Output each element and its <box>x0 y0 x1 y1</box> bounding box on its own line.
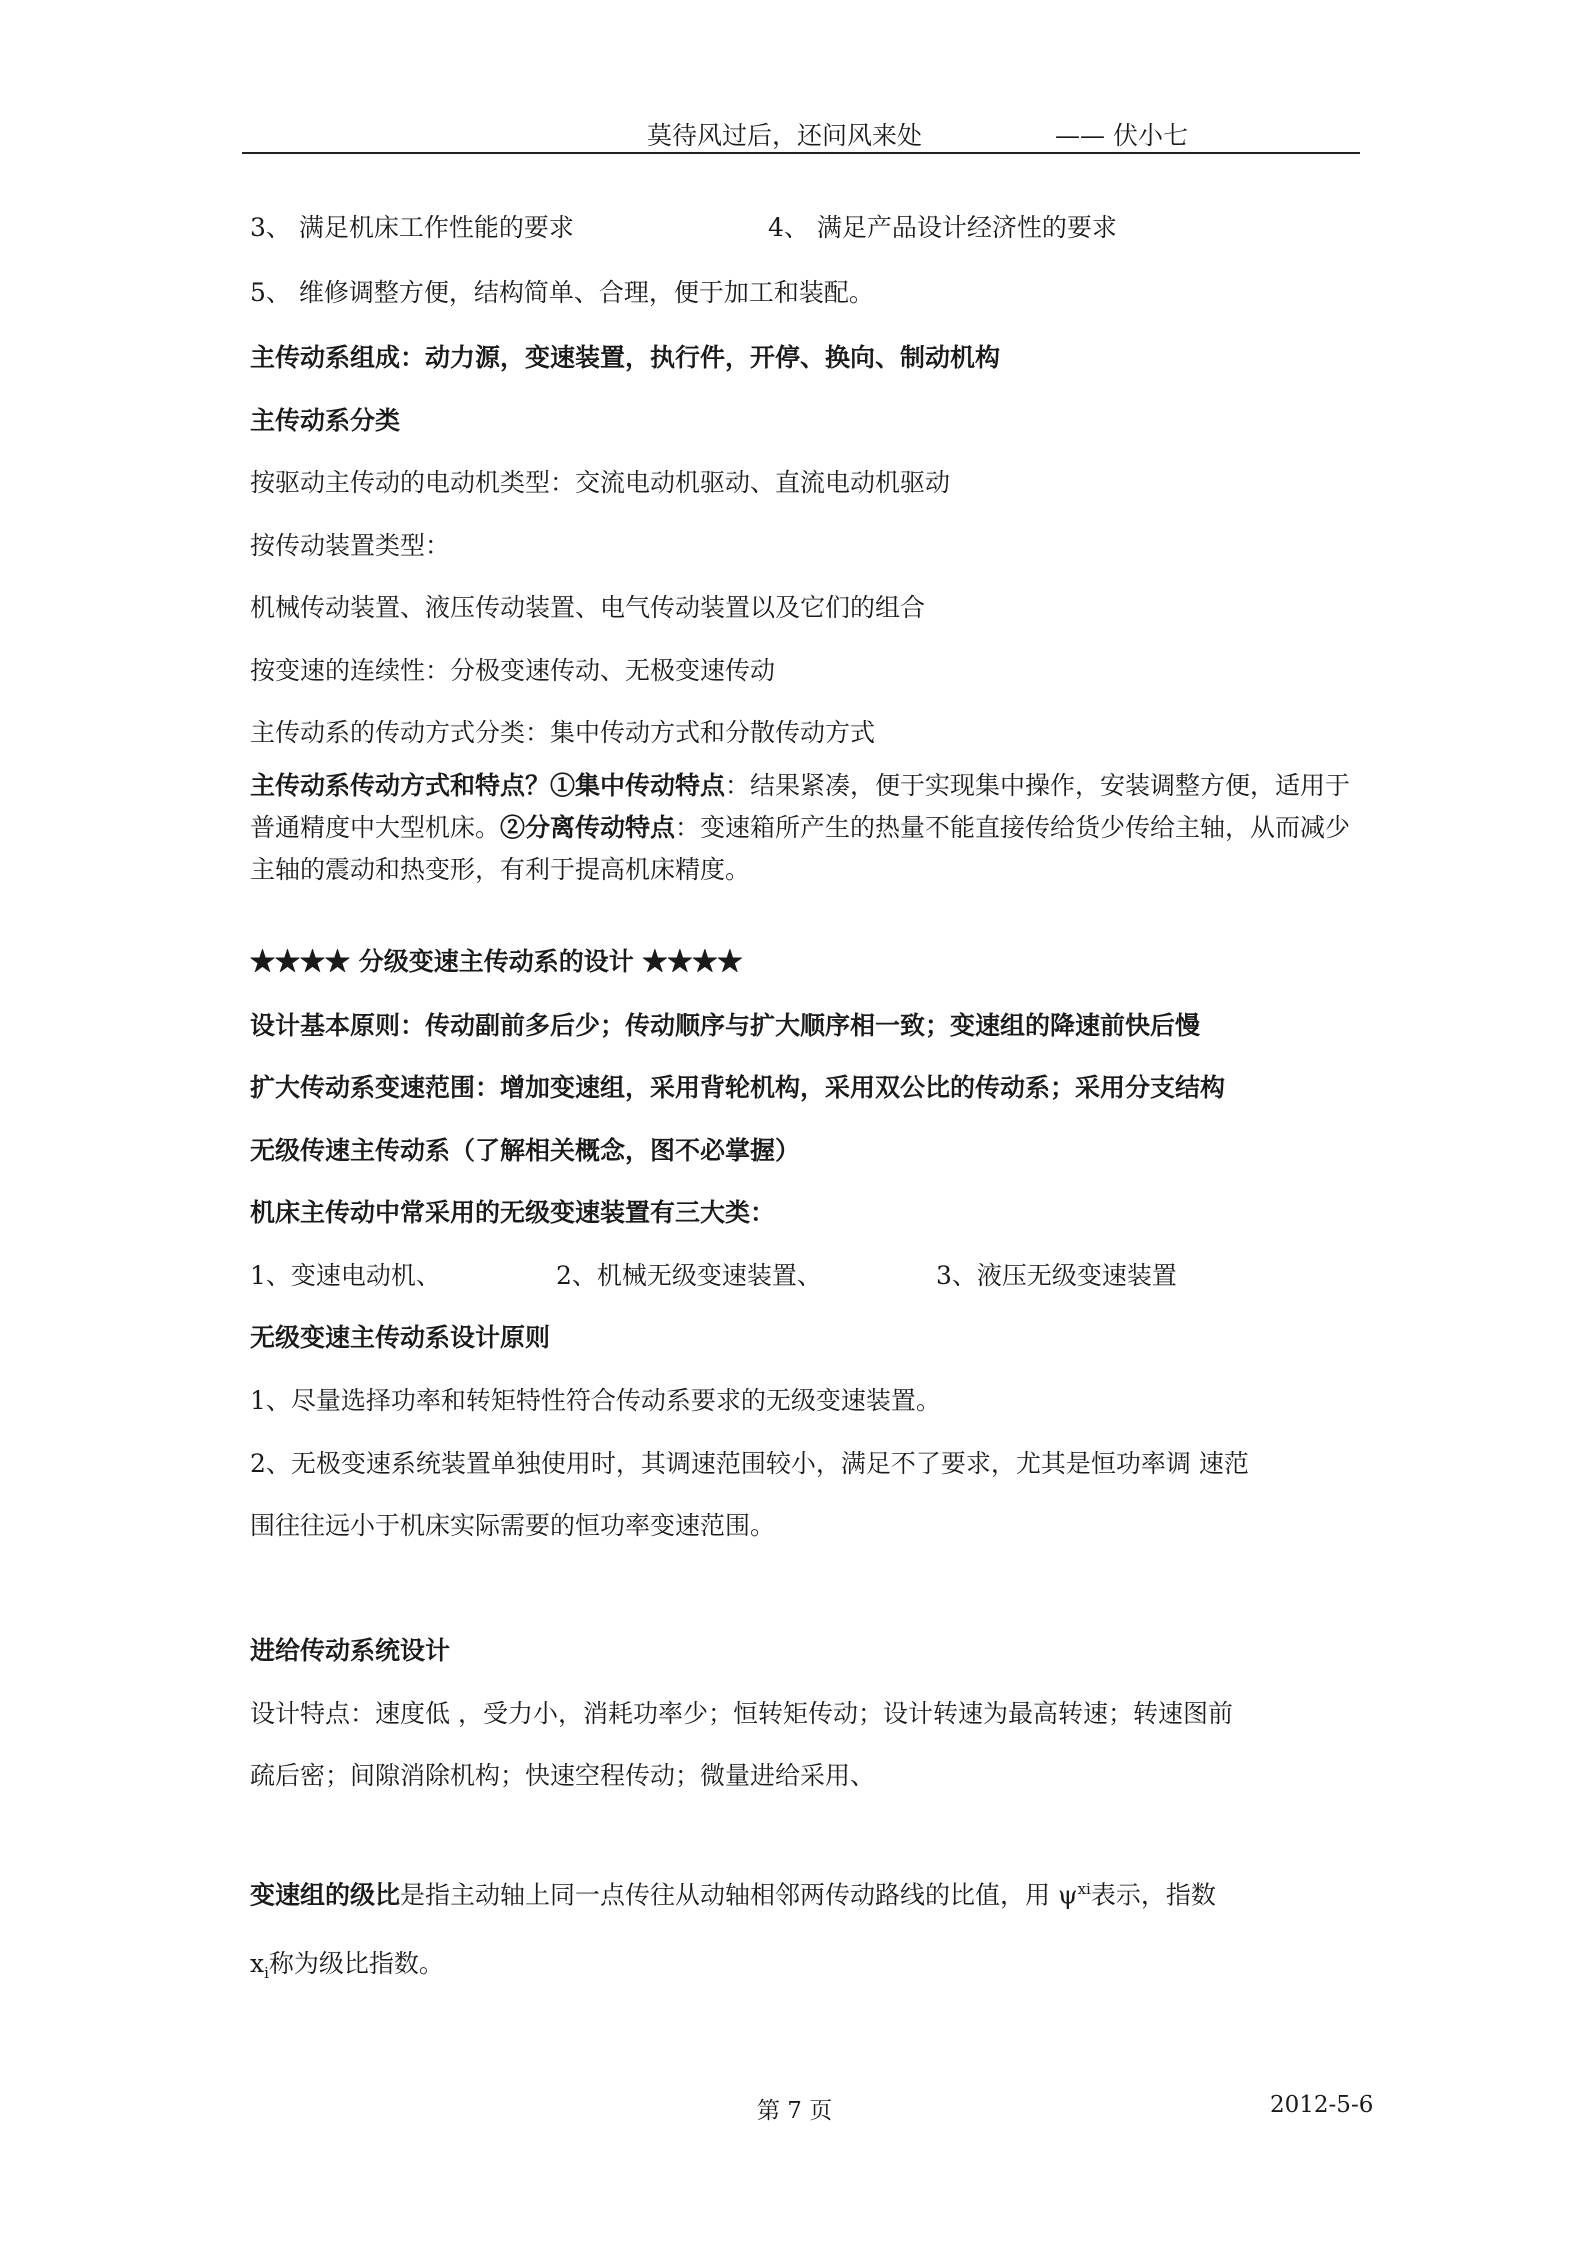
requirement-4: 4、 满足产品设计经济性的要求 <box>768 213 1117 242</box>
modes-answer-1: ：结果紧凑，便于实现集中操作，安装调整方便，适用于普通精度中大型机床。 <box>250 771 1351 842</box>
ratio-definition <box>250 1869 1216 1915</box>
stepless-principle-2b: 围往往远小于机床实际需要的恒功率变速范围。 <box>250 1511 776 1540</box>
modes-answer-2: ：变速箱所产生的热量不能直接传给货少传给主轴，从而减少主轴的震动和热变形，有利于提高机床精度。 <box>250 813 1351 884</box>
class-speed: 按变速的连续性：分极变速传动、无极变速传动 <box>250 656 776 685</box>
ratio-subscript: i <box>264 1964 269 1982</box>
requirement-3: 3、 满足机床工作性能的要求 <box>250 213 574 242</box>
type-3: 3、液压无级变速装置 <box>936 1261 1177 1290</box>
ratio-text-1: 是指主动轴上同一点传往从动轴相邻两传动路线的比值，用 ψ <box>400 1880 1078 1910</box>
type-1: 1、变速电动机、 <box>250 1261 441 1290</box>
feed-heading: 进给传动系统设计 <box>250 1636 451 1665</box>
class-motor: 按驱动主传动的电动机类型：交流电动机驱动、直流电动机驱动 <box>250 468 951 497</box>
ratio-text-2: 表示，指数 <box>1090 1880 1216 1910</box>
modes-question: 主传动系传动方式和特点？①集中传动特点 <box>250 771 726 800</box>
ratio-superscript: xi <box>1077 1880 1091 1898</box>
stepless-principle-1: 1、尽量选择功率和转矩特性符合传动系要求的无级变速装置。 <box>250 1386 941 1415</box>
stepless-types-heading: 机床主传动中常采用的无级变速装置有三大类： <box>250 1198 776 1227</box>
header-author: —— 伏小七 <box>1055 121 1188 150</box>
stepless-heading: 无级传速主传动系（了解相关概念，图不必掌握） <box>250 1136 801 1165</box>
composition-heading: 主传动系组成：动力源，变速装置，执行件，开停、换向、制动机构 <box>250 343 1001 372</box>
section-title: ★★★★ 分级变速主传动系的设计 ★★★★ <box>250 947 743 976</box>
type-2: 2、机械无级变速装置、 <box>556 1261 822 1290</box>
requirement-5: 5、 维修调整方便，结构简单、合理，便于加工和装配。 <box>250 278 874 307</box>
ratio-x: x <box>250 1949 265 1978</box>
requirement-row <box>250 208 1117 248</box>
page-header <box>242 112 1360 154</box>
classification-heading: 主传动系分类 <box>250 406 401 435</box>
expand-range: 扩大传动系变速范围：增加变速组，采用背轮机构，采用双公比的传动系；采用分支结构 <box>250 1073 1226 1102</box>
mode-classification: 主传动系的传动方式分类：集中传动方式和分散传动方式 <box>250 718 876 747</box>
footer-date: 2012-5-6 <box>1270 2092 1374 2118</box>
stepless-principles-heading: 无级变速主传动系设计原则 <box>250 1323 551 1352</box>
class-device-label: 按传动装置类型： <box>250 531 451 560</box>
ratio-term: 变速组的级比 <box>250 1880 401 1910</box>
ratio-index <box>250 1944 444 1993</box>
design-principles: 设计基本原则：传动副前多后少；传动顺序与扩大顺序相一致；变速组的降速前快后慢 <box>250 1011 1201 1040</box>
stepless-types-row <box>250 1256 1177 1296</box>
class-device-items: 机械传动装置、液压传动装置、电气传动装置以及它们的组合 <box>250 593 926 622</box>
stepless-principle-2a: 2、无极变速系统装置单独使用时，其调速范围较小，满足不了要求，尤其是恒功率调 速范 <box>250 1449 1249 1478</box>
feed-features-2: 疏后密；间隙消除机构；快速空程传动；微量进给采用、 <box>250 1761 876 1790</box>
ratio-text-3: 称为级比指数。 <box>268 1949 444 1978</box>
modes-paragraph <box>250 765 1360 891</box>
modes-question-2: ②分离传动特点 <box>500 813 676 842</box>
feed-features-1: 设计特点：速度低 ，受力小，消耗功率少；恒转矩传动；设计转速为最高转速；转速图前 <box>250 1699 1233 1728</box>
header-motto: 莫待风过后，还问风来处 <box>647 121 923 150</box>
page-number: 第 7 页 <box>757 2098 833 2124</box>
